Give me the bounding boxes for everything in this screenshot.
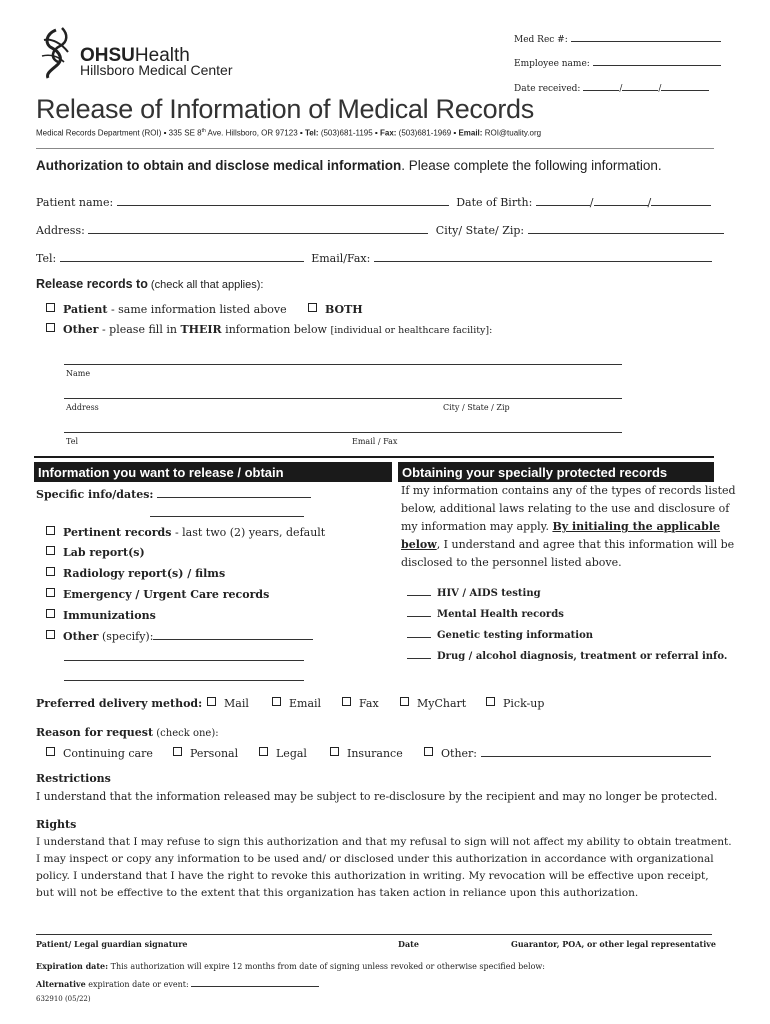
ohsu-logo-icon	[38, 26, 76, 80]
reason-other-field[interactable]	[481, 747, 711, 757]
tel-field[interactable]	[60, 249, 304, 262]
address-row	[36, 221, 724, 237]
med-rec-label: Med Rec #:	[514, 33, 721, 45]
release-both-option[interactable]: BOTH	[308, 303, 363, 316]
other-info-field-3[interactable]	[64, 680, 304, 681]
recipient-city-label: City / State / Zip	[443, 403, 510, 412]
restrictions-heading: Restrictions	[36, 772, 111, 785]
specific-info-row	[36, 488, 311, 501]
signature-field[interactable]	[36, 934, 712, 935]
release-patient-option[interactable]: Patient - same information listed above	[46, 303, 287, 316]
patient-name-field[interactable]	[117, 193, 449, 206]
protected-item[interactable]: Mental Health records	[407, 606, 564, 620]
patient-signature-label: Patient/ Legal guardian signature	[36, 939, 188, 949]
guarantor-label: Guarantor, POA, or other legal representative	[511, 939, 717, 949]
other-info-checkbox[interactable]	[46, 630, 55, 639]
pertinent-records-checkbox[interactable]	[46, 526, 55, 535]
protected-records-heading: Obtaining your specially protected records	[398, 462, 714, 482]
auth-heading: Authorization to obtain and disclose medical information. Please complete the following information.	[36, 158, 662, 173]
protected-p2: below, additional laws relating to the use and disclosure of	[401, 502, 730, 515]
release-both-checkbox[interactable]	[308, 303, 317, 312]
reason-checkbox[interactable]	[424, 747, 433, 756]
immunizations-checkbox[interactable]	[46, 609, 55, 618]
delivery-label: Preferred delivery method:	[36, 697, 203, 710]
form-code: 632910 (05/22)	[36, 995, 91, 1003]
protected-item[interactable]: HIV / AIDS testing	[407, 585, 541, 599]
signature-date-label: Date	[398, 939, 419, 949]
expiration-text: Expiration date: This authorization will expire 12 months from date of signing unless revoked or otherwise specified below:	[36, 961, 545, 971]
recipient-name-label: Name	[66, 369, 91, 378]
delivery-checkbox[interactable]	[342, 697, 351, 706]
rights-line-3: policy. I understand that I have the right to revoke this authorization in writing. My revocation will be effective upon receipt,	[36, 870, 709, 882]
rights-line-2: I may inspect or copy any information to be used and/ or disclosed under this authorization in accordance with organizational	[36, 853, 714, 865]
immunizations-option[interactable]: Immunizations	[46, 609, 156, 622]
address-label: Address:	[36, 224, 85, 237]
specific-info-label: Specific info/dates:	[36, 488, 154, 501]
reason-checkbox[interactable]	[259, 747, 268, 756]
delivery-option-mychart[interactable]: MyChart	[400, 697, 466, 710]
rights-line-4: but will not be effective to the extent that this organization has taken action in reliance upon this authorization.	[36, 887, 639, 899]
protected-item[interactable]: Genetic testing information	[407, 627, 593, 641]
radiology-checkbox[interactable]	[46, 567, 55, 576]
email-fax-field[interactable]	[374, 249, 712, 262]
employee-name-label: Employee name:	[514, 57, 721, 69]
recipient-address-field[interactable]	[64, 398, 622, 399]
initial-field[interactable]	[407, 585, 431, 596]
dob-day-field[interactable]	[594, 193, 648, 206]
reason-option-insurance[interactable]: Insurance	[330, 747, 403, 760]
brand-name: OHSUHealth	[80, 45, 190, 66]
reason-option-continuing[interactable]: Continuing care	[46, 747, 153, 760]
address-field[interactable]	[88, 221, 428, 234]
reason-option-legal[interactable]: Legal	[259, 747, 307, 760]
radiology-option[interactable]: Radiology report(s) / films	[46, 567, 225, 580]
initial-field[interactable]	[407, 606, 431, 617]
emergency-checkbox[interactable]	[46, 588, 55, 597]
delivery-row	[36, 697, 202, 710]
emergency-option[interactable]: Emergency / Urgent Care records	[46, 588, 269, 601]
recipient-tel-field[interactable]	[64, 432, 622, 433]
header-divider	[36, 148, 714, 149]
date-received-label: Date received: / /	[514, 82, 709, 94]
tel-row	[36, 249, 712, 265]
patient-name-label: Patient name:	[36, 196, 114, 209]
release-patient-checkbox[interactable]	[46, 303, 55, 312]
protected-p1: If my information contains any of the types of records listed	[401, 484, 736, 497]
delivery-option-email[interactable]: Email	[272, 697, 321, 710]
protected-item[interactable]: Drug / alcohol diagnosis, treatment or referral info.	[407, 648, 727, 662]
lab-report-option[interactable]: Lab report(s)	[46, 546, 145, 559]
reason-checkbox[interactable]	[173, 747, 182, 756]
facility-name: Hillsboro Medical Center	[80, 62, 233, 78]
email-fax-label: Email/Fax:	[311, 252, 371, 265]
recipient-name-field[interactable]	[64, 364, 622, 365]
release-heading: Release records to (check all that applies):	[36, 277, 264, 291]
reason-checkbox[interactable]	[46, 747, 55, 756]
other-info-field[interactable]	[153, 630, 313, 640]
alternative-expiration-field[interactable]	[191, 979, 319, 987]
initial-field[interactable]	[407, 627, 431, 638]
reason-option-personal[interactable]: Personal	[173, 747, 238, 760]
lab-report-checkbox[interactable]	[46, 546, 55, 555]
initial-field[interactable]	[407, 648, 431, 659]
reason-heading: Reason for request (check one):	[36, 726, 219, 739]
patient-name-row: Patient name: Date of Birth: / /	[36, 193, 711, 209]
delivery-checkbox[interactable]	[400, 697, 409, 706]
specific-info-field[interactable]	[157, 488, 311, 498]
delivery-checkbox[interactable]	[272, 697, 281, 706]
protected-p4: below, I understand and agree that this information will be	[401, 538, 735, 551]
other-info-option[interactable]: Other (specify):	[46, 630, 313, 643]
city-label: City/ State/ Zip:	[435, 224, 525, 237]
release-other-option[interactable]: Other - please fill in THEIR information below [individual or healthcare facility]:	[46, 323, 492, 336]
delivery-checkbox[interactable]	[486, 697, 495, 706]
delivery-option-fax[interactable]: Fax	[342, 697, 379, 710]
city-field[interactable]	[528, 221, 724, 234]
reason-checkbox[interactable]	[330, 747, 339, 756]
alternative-expiration: Alternative expiration date or event:	[36, 979, 319, 989]
page-title: Release of Information of Medical Records	[36, 94, 534, 124]
pertinent-records-option[interactable]: Pertinent records - last two (2) years, default	[46, 526, 325, 539]
tel-label: Tel:	[36, 252, 57, 265]
specific-info-field-2[interactable]	[150, 516, 304, 517]
rights-heading: Rights	[36, 818, 77, 831]
recipient-tel-label: Tel	[66, 437, 79, 446]
release-other-checkbox[interactable]	[46, 323, 55, 332]
other-info-field-2[interactable]	[64, 660, 304, 661]
reason-option-other[interactable]: Other:	[424, 747, 711, 760]
section-rule	[34, 456, 714, 458]
dob-year-field[interactable]	[651, 193, 711, 206]
info-release-heading: Information you want to release / obtain	[34, 462, 392, 482]
dob-month-field[interactable]	[536, 193, 590, 206]
restrictions-text: I understand that the information released may be subject to re-disclosure by the recipient and may no longer be protected.	[36, 790, 718, 803]
delivery-option-pickup[interactable]: Pick-up	[486, 697, 544, 710]
protected-p3: my information may apply. By initialing the applicable	[401, 520, 721, 533]
contact-line: Medical Records Department (ROI) ▪ 335 SE 8th Ave. Hillsboro, OR 97123 ▪ Tel: (503)681-1195 ▪ Fax: (503)681-1969 ▪ Email: ROI@tuality.org	[36, 128, 542, 138]
rights-line-1: I understand that I may refuse to sign this authorization and that my refusal to sign will not affect my ability to obtain treatment.	[36, 836, 732, 848]
recipient-address-label: Address	[66, 403, 99, 412]
dob-label: Date of Birth:	[456, 196, 533, 209]
delivery-checkbox[interactable]	[207, 697, 216, 706]
delivery-option-mail[interactable]: Mail	[207, 697, 249, 710]
protected-p5: disclosed to the personnel listed above.	[401, 556, 622, 569]
recipient-email-fax-label: Email / Fax	[352, 437, 398, 446]
